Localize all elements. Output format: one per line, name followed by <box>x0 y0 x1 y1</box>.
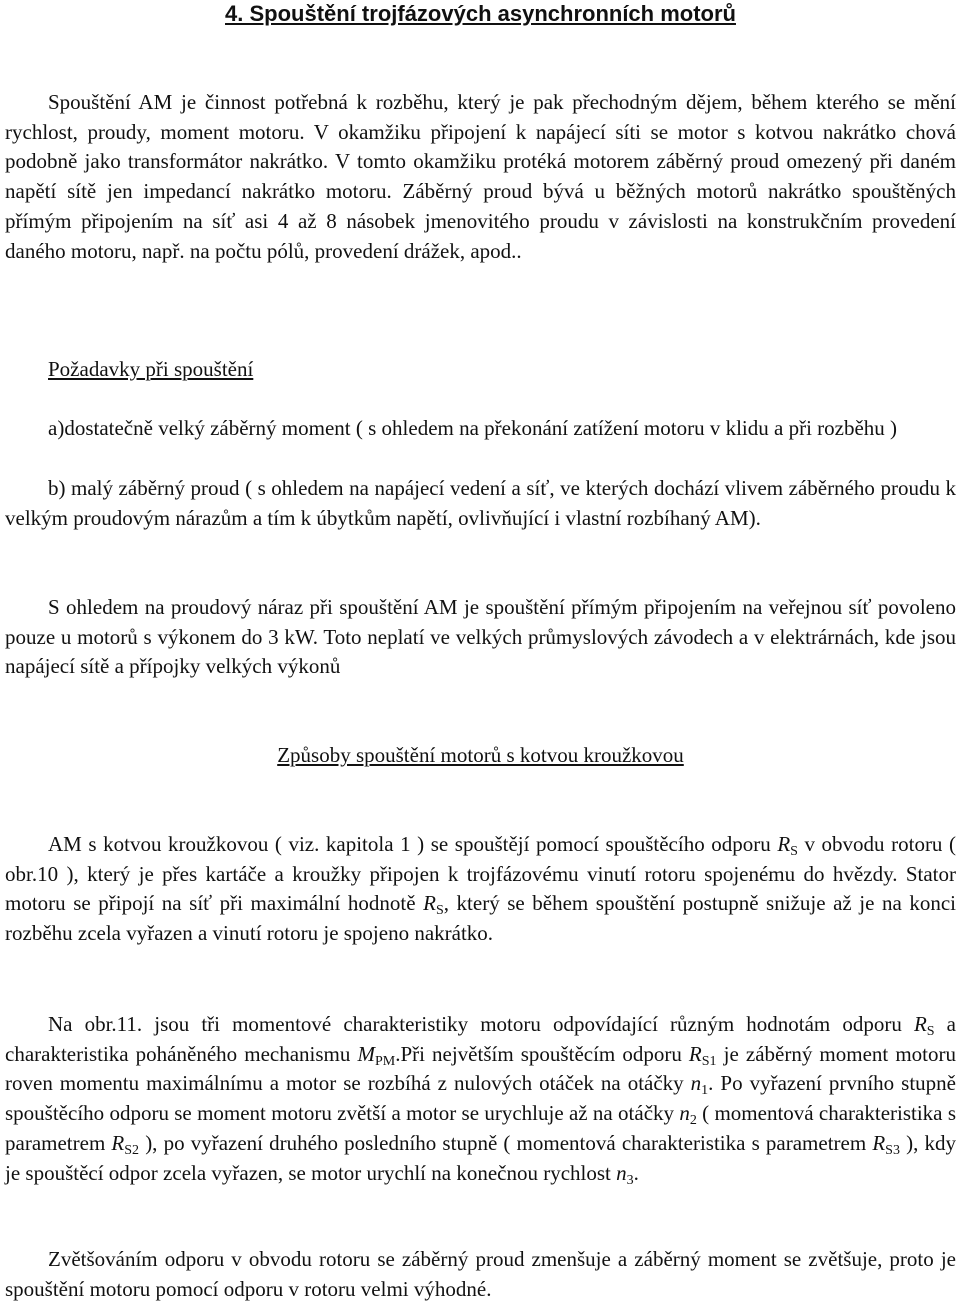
symbol-RS3: R <box>872 1130 886 1155</box>
symbol-R: R <box>777 832 791 856</box>
symbol-n1-sub: 1 <box>701 1083 709 1099</box>
p2-text-c: .Při největším spouštěcím odporu <box>395 1041 689 1066</box>
symbol-RS: R <box>913 1012 927 1036</box>
symbol-RS2-sub: S2 <box>124 1142 140 1158</box>
p1-text-b: v obvodu rotoru ( obr.10 ), který je přes kartáče a kroužky připojen k trojfázovému vinutí rotoru spojenému do hvězdy. Stator motoru se připojí na síť při maximální hodnotě <box>5 832 956 916</box>
symbol-R-sub: S <box>790 844 798 859</box>
p2-text-i: . <box>633 1160 639 1185</box>
p2-text-a: Na obr.11. jsou tři momentové charakteristiky motoru odpovídající různým hodnotám odporu <box>48 1012 914 1036</box>
slip-ring-heading-line <box>5 741 956 771</box>
p2-text-f: ( momentová charakteristika s parametrem <box>5 1101 956 1155</box>
requirement-b: b) malý záběrný proud ( s ohledem na napájecí vedení a síť, ve kterých dochází vlivem záběrného proudu k velkým proudovým nárazům a tím k úbytkům napětí, ovlivňující i vlastní rozbíhaný AM). <box>5 476 956 530</box>
p2-text-g: ), po vyřazení druhého posledního stupně ( momentová charakteristika s parametrem <box>139 1130 873 1155</box>
symbol-n2: n <box>679 1101 690 1126</box>
p2-text-h: ), kdy je spouštěcí odpor zcela vyřazen, se motor urychlí na konečnou rychlost <box>5 1130 956 1185</box>
slip-ring-heading: Způsoby spouštění motorů s kotvou kroužkovou <box>277 743 684 767</box>
symbol-n3: n <box>616 1160 627 1185</box>
symbol-M: M <box>357 1041 375 1066</box>
symbol-RS-sub: S <box>926 1024 935 1039</box>
page-title: 4. Spouštění trojfázových asynchronních motorů <box>225 1 736 26</box>
requirement-a: a)dostatečně velký záběrný moment ( s ohledem na překonání zatížení motoru v klidu a při rozběhu ) <box>48 416 898 440</box>
symbol-R2-sub: S <box>435 903 444 919</box>
slip-ring-paragraph-1 <box>5 830 956 949</box>
slip-ring-paragraph-3: Zvětšováním odporu v obvodu rotoru se záběrný proud zmenšuje a záběrný moment se zvětšuje, proto je spouštění motoru pomocí odporu v rotoru velmi výhodné. <box>5 1247 956 1301</box>
symbol-RS3-sub: S3 <box>885 1142 900 1158</box>
symbol-RS2: R <box>111 1130 125 1155</box>
p1-text-a: AM s kotvou kroužkovou ( viz. kapitola 1 ) se spouštějí pomocí spouštěcího odporu <box>48 832 778 856</box>
symbol-n3-sub: 3 <box>626 1172 634 1188</box>
symbol-RS1-sub: S1 <box>701 1053 717 1069</box>
symbol-RS1: R <box>688 1041 702 1066</box>
intro-paragraph: Spouštění AM je činnost potřebná k rozběhu, který je pak přechodným dějem, během kterého se mění rychlost, proudy, moment motoru. V okamžiku připojení k napájecí síti se motor s kotvou nakrátko chová podobně jako transformátor nakrátko. V tomto okamžiku protéká motorem záběrný proud omezený při daném napětí sítě jen impedancí nakrátko motoru. Záběrný proud bývá u běžných motorů nakrátko spouštěných přímým připojením na síť asi 4 až 8 násobek jmenovitého proudu v závislosti na konstrukčním provedení daného motoru, např. na počtu pólů, provedení drážek, apod.. <box>5 90 956 263</box>
requirements-heading-line <box>5 355 956 385</box>
requirements-heading: Požadavky při spouštění <box>48 357 254 381</box>
p2-text-d: je záběrný moment motoru roven momentu maximálnímu a motor se rozbíhá z nulových otáček na otáčky <box>5 1041 956 1096</box>
slip-ring-paragraph-2 <box>5 1010 956 1188</box>
p2-text-b: a charakteristika poháněného mechanismu <box>5 1012 956 1066</box>
symbol-n2-sub: 2 <box>689 1113 697 1129</box>
symbol-n1: n <box>690 1071 702 1096</box>
p1-text-c: , který se během spouštění postupně snižuje až je na konci rozběhu zcela vyřazen a vinutí rotoru je spojeno nakrátko. <box>5 891 956 946</box>
symbol-M-sub: PM <box>374 1053 396 1069</box>
p2-text-e: . Po vyřazení prvního stupně spouštěcího odporu se moment motoru zvětší a motor se urychluje až na otáčky <box>5 1071 956 1126</box>
symbol-R2: R <box>423 891 436 916</box>
direct-start-paragraph: S ohledem na proudový náraz při spouštění AM je spouštění přímým připojením na veřejnou síť povoleno pouze u motorů s výkonem do 3 kW. Toto neplatí ve velkých průmyslových závodech a v elektrárnách, kde jsou napájecí sítě a přípojky velkých výkonů <box>5 595 956 679</box>
